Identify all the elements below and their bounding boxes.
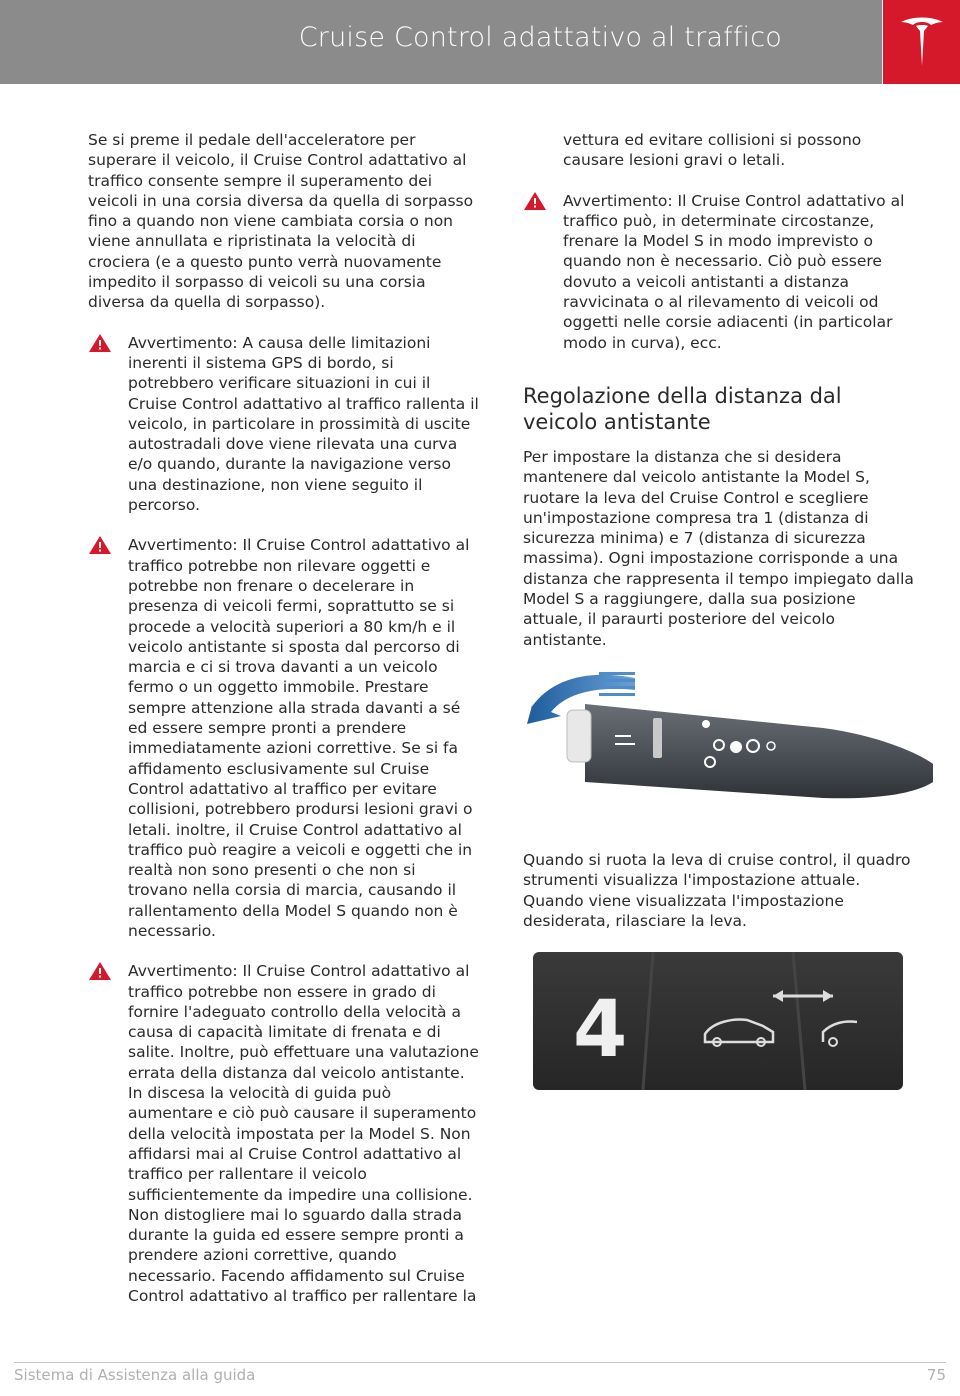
brand-logo-box	[883, 0, 960, 84]
page-title: Cruise Control adattativo al traffico	[298, 22, 782, 53]
section-heading: Regolazione della distanza dal veicolo antistante	[523, 383, 842, 434]
distance-setting-number: 4	[573, 985, 628, 1075]
warning-block	[523, 191, 916, 353]
warning-text: Avvertimento: A causa delle limitazioni inerenti il sistema GPS di bordo, si potrebbero verificare situazioni in cui il Cruise Control adattativo al traffico rallenta il veicolo, in particolare in prossimità di uscite autostradali dove viene rilevata una curva e/o quando, durante la navigazione verso una destinazione, non viene seguito il percorso.	[128, 333, 479, 515]
warning-text: Avvertimento: Il Cruise Control adattativo al traffico potrebbe non rilevare oggetti e potrebbe non frenare o decelerare in presenza di veicoli fermi, soprattutto se si procede a velocità superiori a 80 km/h e il veicolo antistante si sposta dal percorso di marcia e ci si trova davanti a un veicolo fermo o un oggetto immobile. Prestare sempre attenzione alla strada davanti a sé ed essere sempre pronti a prendere immediatamente azioni correttive. Se si fa affidamento esclusivamente sul Cruise Control adattativo al traffico per evitare collisioni, potrebbero prodursi lesioni gravi o letali. inoltre, il Cruise Control adattativo al traffico può reagire a veicoli e oggetti che in realtà non sono presenti o che non si trovano nella corsia di marcia, causando il rallentamento della Model S quando non è necessario.	[128, 536, 473, 940]
following-distance-display	[533, 952, 903, 1090]
footer-section: Sistema di Assistenza alla guida	[14, 1366, 256, 1384]
warning-block	[88, 535, 480, 941]
warning-triangle-icon	[88, 961, 112, 981]
display-graphic	[533, 952, 903, 1090]
warning-triangle-icon	[523, 191, 547, 211]
left-column	[88, 130, 480, 1306]
warning-text: Avvertimento: Il Cruise Control adattativo al traffico potrebbe non essere in grado di fornire l'adeguato controllo della velocità a causa di capacità limitate di frenata e di salite. Inoltre, può effettuare una valutazione errata della distanza dal veicolo antistante. In discesa la velocità di guida può aumentare e ciò può causare il superamento della velocità impostata per la Model S. Non affidarsi mai al Cruise Control adattativo al traffico per rallentare il veicolo sufficientemente da impedire una collisione. Non distogliere mai lo sguardo dalla strada durante la guida ed essere sempre pronti a prendere azioni correttive, quando necessario. Facendo affidamento sul Cruise Control adattativo al traffico per rallentare la	[128, 962, 479, 1306]
after-image-paragraph-wrap	[523, 850, 916, 931]
tesla-logo-icon	[899, 14, 945, 70]
page-header	[0, 0, 882, 84]
page-number: 75	[926, 1366, 946, 1384]
warning-block	[88, 333, 480, 516]
warning-continuation: vettura ed evitare collisioni si possono causare lesioni gravi o letali.	[563, 131, 862, 170]
warning-triangle-icon	[88, 333, 112, 353]
warning-text: Avvertimento: Il Cruise Control adattativo al traffico può, in determinate circostanze, frenare la Model S in modo imprevisto o quando non è necessario. Ciò può essere dovuto a veicoli antistanti a distanza ravvicinata o al rilevamento di veicoli od oggetti nelle corsie adiacenti (in particolar modo in curva), ecc.	[563, 191, 905, 352]
warning-triangle-icon	[88, 535, 112, 555]
footer-divider	[14, 1362, 946, 1363]
cruise-control-lever-illustration	[523, 664, 935, 826]
right-column	[523, 130, 916, 650]
warning-block	[88, 961, 480, 1306]
after-image-paragraph: Quando si ruota la leva di cruise control, il quadro strumenti visualizza l'impostazione attuale. Quando viene visualizzata l'impostazione desiderata, rilasciare la leva.	[523, 851, 911, 930]
section-body: Per impostare la distanza che si desidera mantenere dal veicolo antistante la Model S, ruotare la leva del Cruise Control e scegliere un'impostazione compresa tra 1 (distanza di sicurezza minima) e 7 (distanza di sicurezza massima). Ogni impostazione corrisponde a una distanza che rappresenta il tempo impiegato dalla Model S a raggiungere, dalla sua posizione attuale, il paraurti posteriore del veicolo antistante.	[523, 447, 914, 649]
intro-paragraph: Se si preme il pedale dell'acceleratore per superare il veicolo, il Cruise Control adattativo al traffico consente sempre il superamento dei veicoli in una corsia diversa da quella di sorpasso fino a quando non viene cambiata corsia o non viene annullata e ripristinata la velocità di crociera (e a questo punto verrà nuovamente impedito il sorpasso di veicoli su una corsia diversa da quella di sorpasso).	[88, 131, 474, 312]
